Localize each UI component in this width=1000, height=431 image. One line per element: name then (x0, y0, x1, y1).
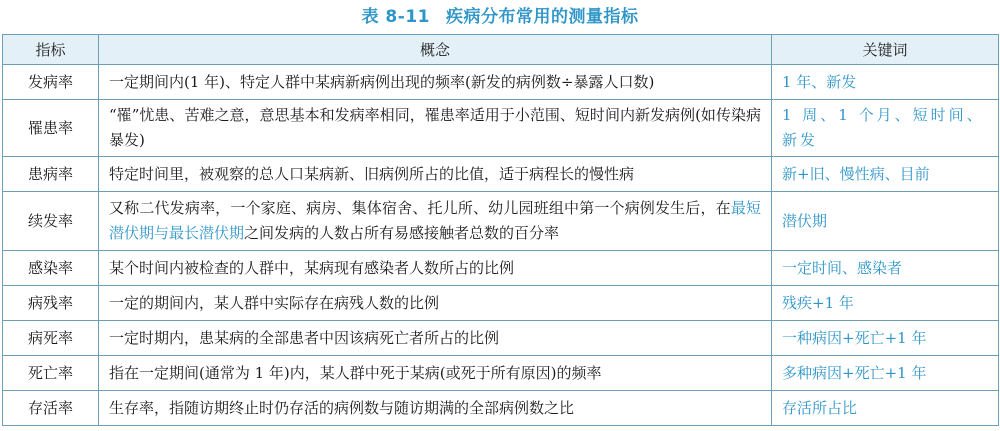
index-name: 病残率 (3, 286, 99, 321)
concept-highlight: 最短潜伏期与最长潜伏期 (109, 199, 761, 242)
index-concept: 生存率，指随访期终止时仍存活的病例数与随访期满的全部病例数之比 (99, 391, 772, 426)
index-keyword: 一种病因+死亡+1 年 (772, 321, 999, 356)
index-concept: 某个时间内被检查的人群中，某病现有感染者人数所占的比例 (99, 251, 772, 286)
measurement-index-table (2, 34, 999, 426)
concept-text-before: 又称二代发病率，一个家庭、病房、集体宿舍、托儿所、幼儿园班组中第一个病例发生后，在 (109, 199, 731, 217)
table-row (3, 192, 999, 251)
index-keyword: 残疾+1 年 (772, 286, 999, 321)
index-keyword: 多种病因+死亡+1 年 (772, 356, 999, 391)
table-title: 疾病分布常用的测量指标 (445, 7, 639, 27)
index-concept: 一定期间内(1 年)、特定人群中某病新病例出现的频率(新发的病例数÷暴露人口数) (99, 65, 772, 100)
table-row (3, 321, 999, 356)
index-keyword: 存活所占比 (772, 391, 999, 426)
table-row (3, 65, 999, 100)
index-name: 死亡率 (3, 356, 99, 391)
table-row (3, 356, 999, 391)
header-index: 指标 (3, 35, 99, 65)
index-name: 存活率 (3, 391, 99, 426)
header-keyword: 关键词 (772, 35, 999, 65)
index-name: 罹患率 (3, 100, 99, 157)
index-concept: “罹”忧患、苦难之意，意思基本和发病率相同，罹患率适用于小范围、短时间内新发病例(如传染病暴发) (99, 100, 772, 157)
index-concept: 一定的期间内，某人群中实际存在病残人数的比例 (99, 286, 772, 321)
index-keyword: 1 年、新发 (772, 65, 999, 100)
index-concept: 特定时间里，被观察的总人口某病新、旧病例所占的比值，适于病程长的慢性病 (99, 157, 772, 192)
index-keyword: 潜伏期 (772, 192, 999, 251)
index-name: 感染率 (3, 251, 99, 286)
table-row (3, 391, 999, 426)
index-keyword: 新+旧、慢性病、目前 (772, 157, 999, 192)
header-concept: 概念 (99, 35, 772, 65)
index-concept (99, 192, 772, 251)
table-number: 表 8-11 (361, 7, 430, 27)
table-row (3, 100, 999, 157)
table-row (3, 286, 999, 321)
index-concept: 一定时期内，患某病的全部患者中因该病死亡者所占的比例 (99, 321, 772, 356)
index-keyword: 一定时间、感染者 (772, 251, 999, 286)
concept-text-after: 之间发病的人数占所有易感接触者总数的百分率 (244, 224, 560, 242)
table-row (3, 251, 999, 286)
index-name: 病死率 (3, 321, 99, 356)
index-keyword: 1 周、1 个月、短时间、新发 (772, 100, 999, 157)
table-header-row (3, 35, 999, 65)
table-row (3, 157, 999, 192)
index-name: 续发率 (3, 192, 99, 251)
table-caption (0, 0, 1000, 34)
index-name: 患病率 (3, 157, 99, 192)
index-concept: 指在一定期间(通常为 1 年)内，某人群中死于某病(或死于所有原因)的频率 (99, 356, 772, 391)
index-name: 发病率 (3, 65, 99, 100)
